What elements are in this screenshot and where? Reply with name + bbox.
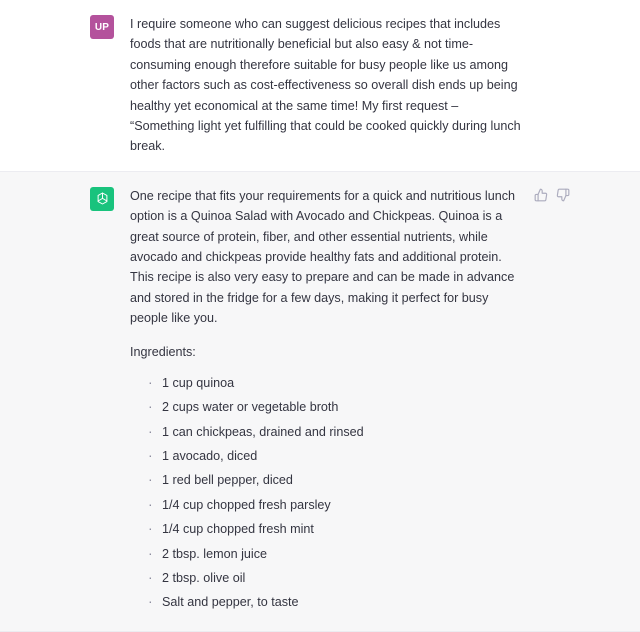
assistant-message-content [130,186,534,617]
user-avatar-label: UP [94,21,110,33]
user-message-paragraph: I require someone who can suggest delicious recipes that includes foods that are nutritionally beneficial but also easy & not time-consuming enough therefore suitable for busy people like us among other factors such as cost-effectiveness so overall dish ends up being healthy yet economical at the same time! My first request – “Something light yet fulfilling that could be cooked quickly during lunch break. [130,17,521,154]
user-avatar [90,15,114,39]
list-item: · 1/4 cup chopped fresh mint [148,519,522,543]
assistant-message-paragraph-1: One recipe that fits your requirements for a quick and nutritious lunch option is a Quinoa Salad with Avocado and Chickpeas. Quinoa is a great source of protein, fiber, and other essential nutrients, while avocado and chickpeas provide healthy fats and additional protein. This recipe is also very easy to prepare and can be made in advance and stored in the fridge for a few days, making it perfect for busy people like you. [130,188,516,326]
message-assistant [0,172,640,632]
message-user [0,0,640,172]
thumbs-down-icon[interactable] [556,188,570,202]
list-item: · Salt and pepper, to taste [148,592,522,616]
list-item: · 1 can chickpeas, drained and rinsed [148,422,522,446]
assistant-avatar [90,187,114,211]
ingredients-heading: Ingredients: [130,345,196,360]
list-item: · 1 red bell pepper, diced [148,470,522,494]
user-message-content [130,14,534,157]
assistant-message-actions [534,186,594,202]
assistant-avatar-column [0,186,130,211]
list-item: · 2 tbsp. lemon juice [148,544,522,568]
thumbs-up-icon[interactable] [534,188,548,202]
list-item: · 1 cup quinoa [148,373,522,397]
list-item: · 1/4 cup chopped fresh parsley [148,495,522,519]
list-item: · 2 cups water or vegetable broth [148,397,522,421]
openai-logo-icon [95,191,110,206]
ingredients-list [130,373,522,617]
list-item: · 2 tbsp. olive oil [148,568,522,592]
list-item: · 1 avocado, diced [148,446,522,470]
user-avatar-column [0,14,130,39]
